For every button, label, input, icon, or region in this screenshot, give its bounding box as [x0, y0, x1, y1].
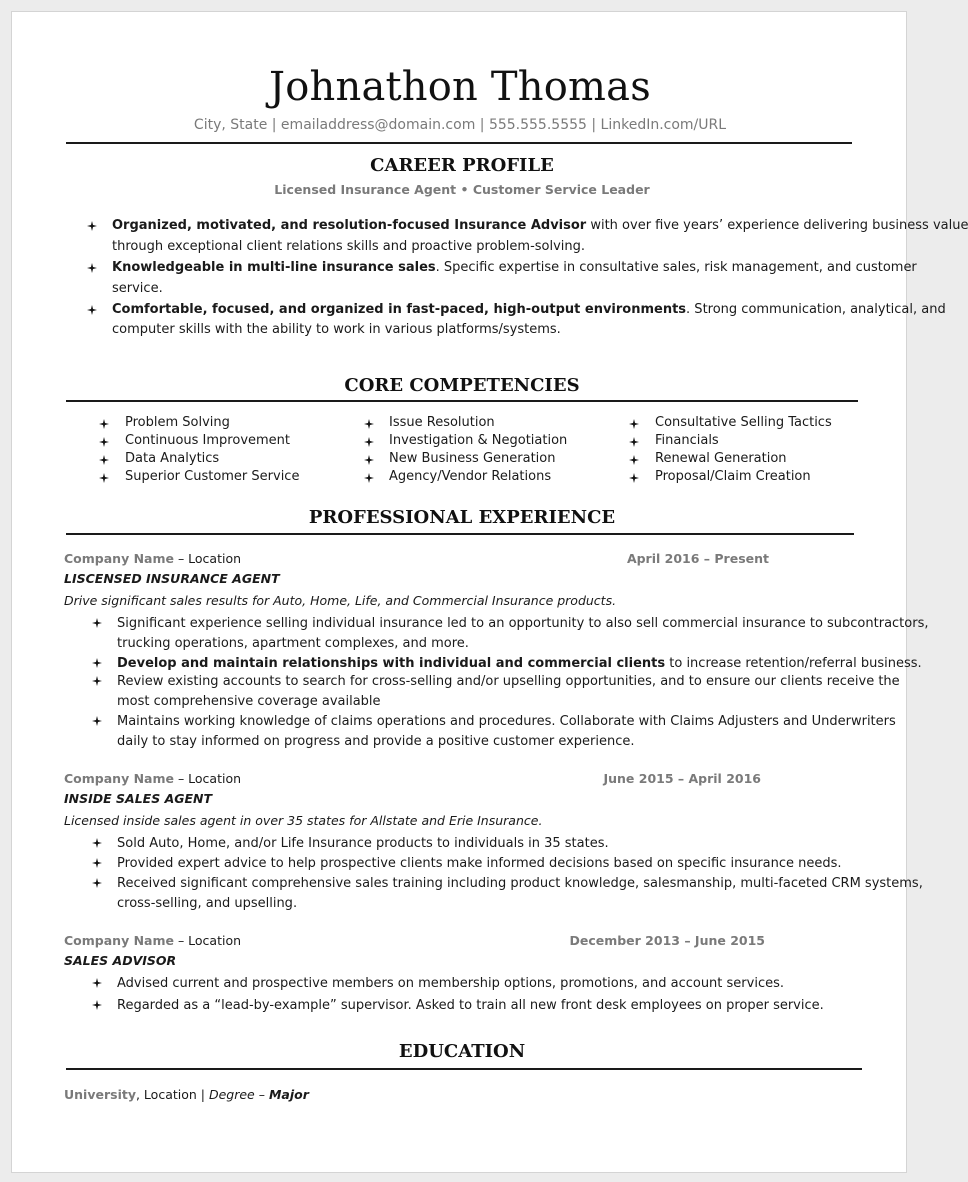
- bullet-star-icon: [92, 676, 102, 686]
- education-divider: [66, 1068, 862, 1070]
- bullet-star-icon: [364, 419, 374, 429]
- bullet-star-icon: [629, 455, 639, 465]
- job-3-title: SALES ADVISOR: [64, 953, 177, 968]
- bullet-star-icon: [92, 618, 102, 628]
- competency-item: Renewal Generation: [655, 451, 787, 466]
- job-1-bullet-1-line-2: trucking operations, apartment complexes, and more.: [117, 636, 469, 651]
- header-divider: [66, 142, 852, 144]
- resume-page: [11, 11, 968, 1173]
- job-2-bullet-3-line-2: cross-selling, and upselling.: [117, 896, 298, 911]
- education-heading: EDUCATION: [398, 1041, 526, 1062]
- competency-item: Issue Resolution: [389, 415, 495, 430]
- competencies-divider: [66, 400, 858, 402]
- job-3-dates: December 2013 – June 2015: [569, 933, 765, 948]
- bullet-star-icon: [92, 658, 102, 668]
- job-2-bullet-1: Sold Auto, Home, and/or Life Insurance products to individuals in 35 states.: [117, 836, 609, 851]
- bullet-star-icon: [99, 473, 109, 483]
- job-3-bullet-1: Advised current and prospective members on membership options, promotions, and account services.: [117, 976, 784, 991]
- competency-item: New Business Generation: [389, 451, 556, 466]
- competency-item: Problem Solving: [125, 415, 230, 430]
- job-2-title: INSIDE SALES AGENT: [64, 791, 213, 806]
- competency-item: Data Analytics: [125, 451, 220, 466]
- competency-item: Proposal/Claim Creation: [655, 469, 811, 484]
- bullet-star-icon: [629, 419, 639, 429]
- job-2-summary: Licensed inside sales agent in over 35 states for Allstate and Erie Insurance.: [64, 813, 543, 828]
- bullet-star-icon: [92, 858, 102, 868]
- bullet-star-icon: [92, 716, 102, 726]
- profile-bullet-3-line-1: Comfortable, focused, and organized in fast-paced, high-output environments. Strong communication, analytical, and: [112, 302, 946, 317]
- bullet-star-icon: [364, 455, 374, 465]
- job-1-summary: Drive significant sales results for Auto, Home, Life, and Commercial Insurance products.: [64, 593, 617, 608]
- career-profile-heading: CAREER PROFILE: [370, 155, 554, 176]
- contact-line: City, State | emailaddress@domain.com | 555.555.5555 | LinkedIn.com/URL: [193, 117, 727, 133]
- education-entry: University, Location | Degree – Major: [64, 1087, 309, 1102]
- competency-item: Agency/Vendor Relations: [389, 469, 552, 484]
- candidate-name: Johnathon Thomas: [269, 64, 651, 110]
- bullet-star-icon: [629, 473, 639, 483]
- bullet-star-icon: [99, 455, 109, 465]
- profile-bullet-1-line-2: through exceptional client relations skills and proactive problem-solving.: [112, 239, 586, 254]
- bullet-star-icon: [87, 263, 97, 273]
- core-competencies-heading: CORE COMPETENCIES: [344, 375, 580, 396]
- profile-bullet-3-line-2: computer skills with the ability to work in various platforms/systems.: [112, 322, 561, 337]
- job-1-bullet-4-line-1: Maintains working knowledge of claims operations and procedures. Collaborate with Claims Adjusters and Underwriters: [117, 714, 896, 729]
- job-3-bullet-2: Regarded as a “lead-by-example” supervisor. Asked to train all new front desk employees on proper service.: [117, 998, 824, 1013]
- bullet-star-icon: [629, 437, 639, 447]
- bullet-star-icon: [92, 978, 102, 988]
- competency-item: Superior Customer Service: [125, 469, 300, 484]
- bullet-star-icon: [92, 878, 102, 888]
- competency-item: Investigation & Negotiation: [389, 433, 568, 448]
- bullet-star-icon: [87, 305, 97, 315]
- job-1-bullet-1-line-1: Significant experience selling individual insurance led to an opportunity to also sell commercial insurance to subcontractors,: [117, 616, 929, 631]
- competency-item: Consultative Selling Tactics: [655, 415, 832, 430]
- job-2-company: Company Name – Location: [64, 771, 242, 786]
- experience-heading: PROFESSIONAL EXPERIENCE: [308, 507, 616, 528]
- bullet-star-icon: [364, 473, 374, 483]
- job-2-dates: June 2015 – April 2016: [603, 771, 761, 786]
- job-1-dates: April 2016 – Present: [626, 551, 769, 566]
- job-2-bullet-2: Provided expert advice to help prospective clients make informed decisions based on specific insurance needs.: [117, 856, 842, 871]
- job-1-bullet-4-line-2: daily to stay informed on progress and provide a positive customer experience.: [117, 734, 635, 749]
- profile-bullet-2-line-1: Knowledgeable in multi-line insurance sales. Specific expertise in consultative sales, risk management, and customer: [112, 260, 917, 275]
- bullet-star-icon: [87, 221, 97, 231]
- experience-divider: [66, 533, 854, 535]
- bullet-star-icon: [99, 437, 109, 447]
- bullet-star-icon: [364, 437, 374, 447]
- career-profile-subheading: Licensed Insurance Agent • Customer Service Leader: [274, 182, 650, 197]
- job-1-company: Company Name – Location: [64, 551, 242, 566]
- job-1-bullet-2: Develop and maintain relationships with individual and commercial clients to increase retention/referral business.: [117, 656, 922, 671]
- profile-bullet-1-line-1: Organized, motivated, and resolution-focused Insurance Advisor with over five years’ experience delivering business value: [112, 218, 968, 233]
- job-1-bullet-3-line-2: most comprehensive coverage available: [117, 694, 381, 709]
- bullet-star-icon: [92, 838, 102, 848]
- bullet-star-icon: [92, 1000, 102, 1010]
- competency-item: Continuous Improvement: [125, 433, 291, 448]
- profile-bullet-2-line-2: service.: [112, 281, 163, 296]
- bullet-star-icon: [99, 419, 109, 429]
- job-2-bullet-3-line-1: Received significant comprehensive sales training including product knowledge, salesmanship, multi-faceted CRM systems,: [117, 876, 923, 891]
- competency-item: Financials: [655, 433, 719, 448]
- job-1-bullet-3-line-1: Review existing accounts to search for cross-selling and/or upselling opportunities, and to ensure our clients receive the: [117, 674, 900, 689]
- job-3-company: Company Name – Location: [64, 933, 242, 948]
- job-1-title: LISCENSED INSURANCE AGENT: [64, 571, 280, 586]
